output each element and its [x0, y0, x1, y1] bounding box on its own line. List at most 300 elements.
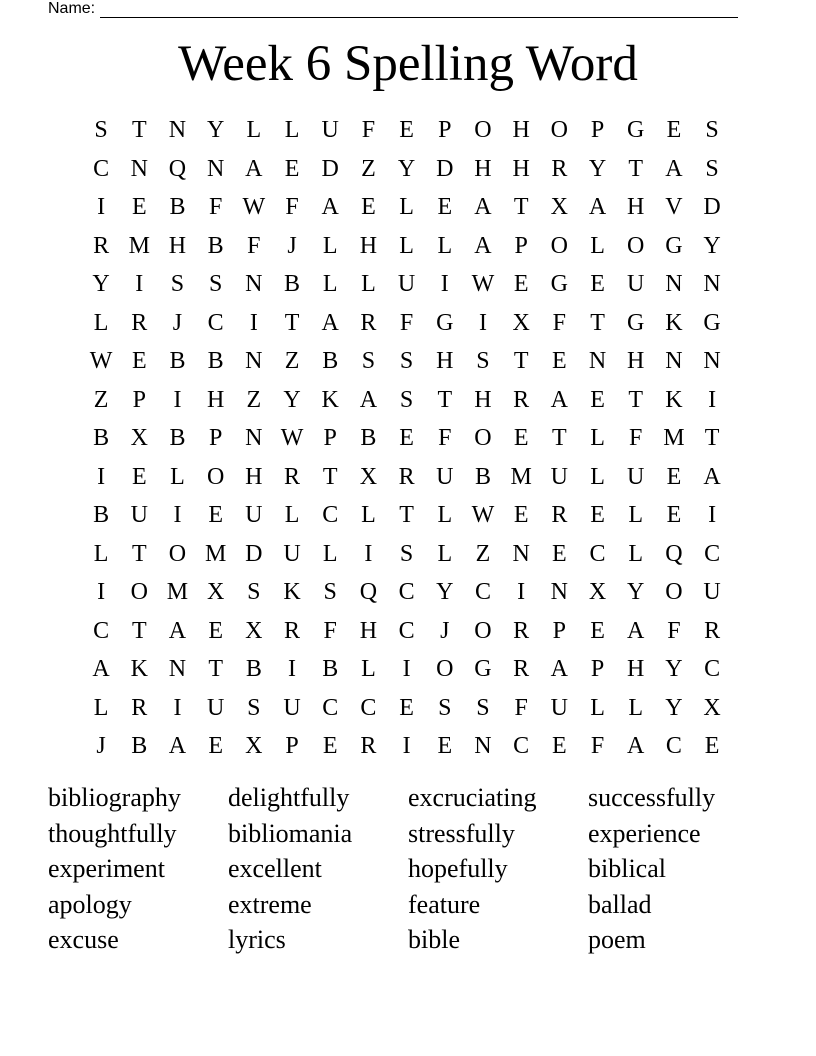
grid-letter: Z: [93, 386, 109, 413]
grid-letter: T: [628, 386, 644, 413]
grid-letter: R: [93, 232, 110, 259]
grid-letter: B: [169, 194, 186, 221]
grid-letter: O: [206, 463, 225, 490]
grid-letter: E: [361, 194, 376, 221]
grid-row: [82, 535, 732, 574]
grid-letter: L: [437, 232, 453, 259]
grid-letter: L: [590, 463, 605, 490]
grid-letter: A: [359, 386, 378, 413]
grid-letter: E: [322, 733, 338, 760]
word-bank-item: biblical: [588, 854, 666, 884]
grid-letter: L: [93, 694, 109, 721]
grid-letter: N: [512, 540, 530, 567]
grid-letter: E: [590, 271, 605, 298]
grid-letter: L: [361, 271, 376, 298]
grid-letter: I: [402, 733, 411, 760]
grid-letter: E: [284, 155, 300, 182]
name-label: Name:: [48, 0, 96, 17]
grid-letter: S: [399, 386, 414, 413]
grid-letter: E: [208, 502, 223, 529]
grid-letter: N: [665, 271, 683, 298]
grid-letter: I: [478, 309, 487, 336]
grid-letter: B: [169, 425, 186, 452]
grid-letter: H: [245, 463, 263, 490]
grid-letter: N: [588, 348, 607, 375]
grid-letter: N: [168, 656, 187, 683]
grid-letter: L: [590, 694, 605, 721]
grid-letter: L: [93, 540, 109, 567]
grid-letter: S: [247, 579, 261, 606]
grid-row: [82, 381, 732, 420]
grid-letter: N: [206, 155, 225, 182]
grid-letter: U: [703, 579, 721, 606]
grid-letter: L: [628, 502, 644, 529]
grid-letter: P: [323, 425, 337, 452]
grid-letter: R: [284, 463, 301, 490]
grid-letter: C: [665, 733, 682, 760]
grid-letter: F: [361, 117, 376, 144]
grid-letter: E: [208, 733, 223, 760]
grid-letter: S: [399, 348, 414, 375]
grid-letter: Y: [588, 155, 607, 182]
grid-letter: E: [399, 694, 414, 721]
grid-letter: S: [705, 155, 719, 182]
grid-letter: R: [398, 463, 415, 490]
grid-letter: A: [168, 617, 187, 644]
word-bank-item: successfully: [588, 783, 716, 812]
grid-letter: V: [665, 194, 683, 221]
word-bank-item: experience: [588, 818, 701, 848]
grid-letter: S: [476, 348, 490, 375]
grid-letter: Q: [665, 540, 683, 567]
grid-row: [82, 573, 732, 612]
grid-letter: N: [703, 271, 721, 298]
grid-letter: P: [285, 733, 299, 760]
grid-letter: G: [627, 117, 645, 144]
grid-letter: T: [399, 502, 414, 529]
grid-letter: T: [208, 656, 223, 683]
grid-letter: E: [437, 194, 453, 221]
grid-letter: N: [665, 348, 683, 375]
grid-letter: M: [166, 579, 189, 606]
grid-letter: U: [550, 463, 569, 490]
grid-letter: U: [283, 694, 301, 721]
grid-letter: T: [322, 463, 338, 490]
grid-letter: C: [704, 540, 721, 567]
grid-row: [82, 496, 732, 535]
grid-letter: W: [242, 194, 266, 221]
grid-letter: N: [245, 271, 263, 298]
grid-letter: E: [552, 348, 567, 375]
grid-letter: W: [280, 425, 304, 452]
grid-letter: S: [170, 271, 185, 298]
grid-letter: H: [512, 117, 530, 144]
grid-letter: I: [97, 463, 106, 490]
grid-letter: T: [513, 194, 529, 221]
grid-letter: J: [440, 617, 450, 644]
grid-letter: A: [550, 656, 569, 683]
grid-letter: I: [249, 309, 258, 336]
word-bank-item: excellent: [228, 854, 322, 884]
grid-letter: R: [284, 617, 301, 644]
grid-letter: I: [97, 579, 106, 606]
grid-letter: T: [131, 540, 147, 567]
grid-letter: E: [666, 502, 682, 529]
grid-letter: T: [284, 309, 300, 336]
grid-letter: B: [322, 348, 339, 375]
grid-letter: N: [703, 348, 721, 375]
grid-letter: E: [437, 733, 453, 760]
page-title: Week 6 Spelling Word: [178, 36, 638, 92]
grid-row: [82, 304, 732, 343]
grid-letter: T: [131, 117, 147, 144]
grid-letter: U: [321, 117, 339, 144]
grid-letter: G: [665, 232, 683, 259]
grid-letter: L: [170, 463, 185, 490]
grid-letter: R: [704, 617, 721, 644]
grid-letter: U: [550, 694, 569, 721]
grid-letter: B: [93, 425, 110, 452]
word-search-grid: [82, 111, 732, 766]
grid-letter: Y: [627, 579, 645, 606]
grid-letter: L: [361, 502, 376, 529]
grid-letter: R: [360, 733, 377, 760]
grid-letter: Y: [436, 579, 454, 606]
grid-letter: F: [247, 232, 261, 259]
word-bank-item: hopefully: [408, 854, 508, 884]
grid-letter: X: [703, 694, 721, 721]
grid-letter: I: [135, 271, 144, 298]
grid-letter: L: [246, 117, 262, 144]
grid-letter: X: [245, 733, 263, 760]
word-bank-item: excruciating: [408, 783, 537, 812]
grid-letter: X: [206, 579, 225, 606]
grid-letter: H: [359, 617, 378, 644]
grid-letter: A: [665, 155, 683, 182]
grid-letter: I: [364, 540, 373, 567]
grid-letter: Q: [168, 155, 187, 182]
word-bank-item: feature: [408, 889, 481, 919]
grid-letter: Y: [665, 694, 683, 721]
grid-row: [82, 111, 732, 150]
grid-row: [82, 227, 732, 266]
grid-letter: I: [97, 194, 106, 221]
grid-letter: E: [666, 463, 682, 490]
grid-letter: H: [474, 155, 492, 182]
grid-letter: C: [398, 617, 415, 644]
grid-letter: B: [245, 656, 262, 683]
grid-letter: T: [552, 425, 567, 452]
grid-letter: Z: [284, 348, 300, 375]
grid-letter: F: [514, 694, 528, 721]
grid-letter: B: [284, 271, 301, 298]
grid-letter: L: [361, 656, 376, 683]
grid-letter: F: [323, 617, 337, 644]
grid-letter: S: [361, 348, 376, 375]
grid-letter: A: [474, 194, 492, 221]
grid-letter: L: [437, 502, 453, 529]
grid-letter: F: [552, 309, 567, 336]
word-bank-item: lyrics: [228, 925, 286, 955]
grid-letter: P: [514, 232, 528, 259]
grid-letter: O: [550, 232, 569, 259]
word-bank-item: bible: [408, 925, 460, 955]
grid-letter: F: [629, 425, 643, 452]
grid-letter: C: [207, 309, 224, 336]
grid-letter: U: [627, 271, 645, 298]
grid-letter: H: [206, 386, 225, 413]
grid-letter: I: [708, 386, 717, 413]
grid-letter: B: [93, 502, 110, 529]
grid-letter: K: [321, 386, 339, 413]
grid-row: [82, 650, 732, 689]
grid-letter: R: [513, 617, 530, 644]
grid-letter: E: [513, 425, 529, 452]
grid-letter: E: [590, 617, 605, 644]
grid-letter: N: [550, 579, 569, 606]
grid-letter: Q: [359, 579, 378, 606]
grid-letter: B: [131, 733, 148, 760]
grid-letter: B: [207, 232, 224, 259]
grid-letter: L: [399, 232, 414, 259]
word-bank-item: excuse: [48, 925, 119, 955]
grid-letter: G: [703, 309, 721, 336]
grid-letter: A: [627, 617, 645, 644]
grid-letter: U: [245, 502, 263, 529]
grid-letter: N: [130, 155, 148, 182]
grid-letter: E: [704, 733, 720, 760]
grid-letter: C: [398, 579, 415, 606]
grid-letter: J: [172, 309, 183, 336]
grid-letter: G: [550, 271, 569, 298]
word-bank-item: bibliography: [48, 783, 181, 812]
grid-letter: E: [513, 271, 529, 298]
grid-letter: E: [399, 117, 414, 144]
grid-letter: F: [667, 617, 681, 644]
grid-letter: D: [321, 155, 339, 182]
grid-letter: C: [704, 656, 721, 683]
grid-letter: N: [245, 348, 263, 375]
grid-letter: X: [512, 309, 530, 336]
grid-letter: H: [627, 656, 645, 683]
grid-letter: S: [323, 579, 337, 606]
grid-letter: C: [322, 694, 339, 721]
grid-letter: S: [208, 271, 223, 298]
grid-letter: C: [322, 502, 339, 529]
grid-letter: W: [471, 271, 495, 298]
grid-letter: Y: [703, 232, 721, 259]
grid-letter: I: [173, 694, 182, 721]
grid-letter: O: [168, 540, 187, 567]
grid-letter: E: [208, 617, 223, 644]
grid-letter: S: [399, 540, 414, 567]
grid-letter: O: [550, 117, 569, 144]
grid-row: [82, 458, 732, 497]
grid-letter: O: [130, 579, 148, 606]
grid-letter: S: [476, 694, 490, 721]
grid-letter: L: [284, 502, 300, 529]
grid-letter: O: [436, 656, 454, 683]
name-field: [48, 0, 738, 18]
grid-letter: H: [359, 232, 378, 259]
grid-letter: I: [517, 579, 526, 606]
grid-letter: R: [131, 309, 148, 336]
grid-letter: S: [247, 694, 261, 721]
word-bank-item: experiment: [48, 854, 165, 884]
grid-letter: O: [474, 617, 492, 644]
grid-letter: L: [590, 425, 605, 452]
word-bank: [48, 780, 768, 958]
grid-letter: A: [245, 155, 263, 182]
grid-letter: A: [550, 386, 569, 413]
grid-letter: X: [245, 617, 263, 644]
grid-letter: U: [206, 694, 225, 721]
grid-letter: L: [628, 694, 644, 721]
grid-letter: G: [474, 656, 492, 683]
grid-letter: Z: [246, 386, 262, 413]
grid-letter: H: [474, 386, 492, 413]
grid-letter: A: [92, 656, 110, 683]
grid-letter: P: [208, 425, 223, 452]
word-bank-item: extreme: [228, 889, 312, 919]
grid-letter: Z: [475, 540, 491, 567]
grid-letter: H: [627, 194, 645, 221]
grid-row: [82, 727, 732, 766]
grid-letter: N: [168, 117, 187, 144]
grid-letter: P: [438, 117, 452, 144]
grid-row: [82, 342, 732, 381]
grid-letter: E: [666, 117, 682, 144]
grid-letter: K: [665, 386, 683, 413]
grid-letter: T: [513, 348, 529, 375]
grid-row: [82, 150, 732, 189]
grid-letter: R: [513, 386, 530, 413]
grid-letter: J: [96, 733, 106, 760]
grid-row: [82, 419, 732, 458]
grid-row: [82, 188, 732, 227]
grid-letter: S: [705, 117, 719, 144]
grid-letter: L: [322, 271, 338, 298]
grid-letter: L: [93, 309, 109, 336]
grid-letter: X: [550, 194, 569, 221]
grid-letter: F: [399, 309, 414, 336]
grid-letter: A: [168, 733, 187, 760]
grid-letter: Z: [361, 155, 376, 182]
grid-letter: R: [551, 155, 568, 182]
grid-letter: A: [474, 232, 492, 259]
grid-letter: C: [589, 540, 606, 567]
grid-letter: U: [397, 271, 416, 298]
grid-letter: A: [703, 463, 721, 490]
grid-letter: Y: [397, 155, 416, 182]
grid-letter: H: [512, 155, 530, 182]
grid-letter: L: [628, 540, 644, 567]
grid-letter: A: [627, 733, 645, 760]
grid-letter: L: [437, 540, 453, 567]
grid-letter: T: [704, 425, 720, 452]
grid-letter: R: [360, 309, 377, 336]
grid-letter: T: [628, 155, 644, 182]
grid-letter: R: [551, 502, 568, 529]
grid-letter: U: [627, 463, 645, 490]
grid-letter: I: [288, 656, 297, 683]
grid-letter: I: [708, 502, 717, 529]
grid-letter: C: [513, 733, 530, 760]
grid-letter: M: [510, 463, 532, 490]
grid-letter: I: [173, 386, 182, 413]
grid-letter: E: [399, 425, 414, 452]
grid-letter: X: [359, 463, 378, 490]
grid-letter: L: [322, 540, 338, 567]
grid-letter: K: [130, 656, 148, 683]
grid-letter: D: [245, 540, 263, 567]
grid-row: [82, 689, 732, 728]
grid-letter: P: [132, 386, 146, 413]
grid-letter: B: [474, 463, 491, 490]
grid-letter: O: [474, 425, 492, 452]
grid-letter: T: [437, 386, 453, 413]
grid-letter: X: [588, 579, 607, 606]
grid-letter: L: [590, 232, 605, 259]
word-bank-item: stressfully: [408, 818, 515, 848]
grid-letter: E: [131, 348, 147, 375]
grid-letter: J: [287, 232, 297, 259]
grid-letter: Y: [206, 117, 225, 144]
word-bank-item: poem: [588, 925, 646, 955]
grid-letter: U: [436, 463, 454, 490]
grid-letter: N: [245, 425, 263, 452]
grid-letter: T: [131, 617, 147, 644]
grid-letter: B: [360, 425, 377, 452]
grid-letter: C: [360, 694, 377, 721]
grid-letter: A: [321, 309, 339, 336]
grid-row: [82, 612, 732, 651]
grid-letter: C: [93, 155, 110, 182]
grid-letter: P: [552, 617, 567, 644]
grid-letter: L: [322, 232, 338, 259]
grid-row: [82, 265, 732, 304]
grid-letter: R: [513, 656, 530, 683]
grid-letter: I: [440, 271, 449, 298]
grid-letter: I: [173, 502, 182, 529]
grid-letter: C: [474, 579, 491, 606]
word-bank-item: delightfully: [228, 783, 350, 812]
grid-letter: O: [627, 232, 645, 259]
grid-letter: T: [590, 309, 605, 336]
grid-letter: S: [438, 694, 452, 721]
grid-letter: W: [89, 348, 113, 375]
grid-letter: E: [590, 502, 605, 529]
grid-letter: F: [438, 425, 452, 452]
grid-letter: U: [130, 502, 148, 529]
grid-letter: X: [130, 425, 148, 452]
grid-letter: L: [399, 194, 414, 221]
grid-letter: E: [552, 733, 567, 760]
name-write-line: [100, 3, 738, 18]
grid-letter: F: [208, 194, 223, 221]
grid-letter: U: [283, 540, 301, 567]
grid-letter: O: [665, 579, 683, 606]
word-bank-item: ballad: [588, 889, 652, 919]
grid-letter: M: [128, 232, 150, 259]
grid-letter: O: [474, 117, 492, 144]
grid-letter: A: [588, 194, 607, 221]
grid-letter: E: [590, 386, 605, 413]
grid-letter: E: [552, 540, 567, 567]
grid-letter: M: [663, 425, 685, 452]
word-bank-item: apology: [48, 889, 132, 919]
grid-letter: W: [471, 502, 495, 529]
